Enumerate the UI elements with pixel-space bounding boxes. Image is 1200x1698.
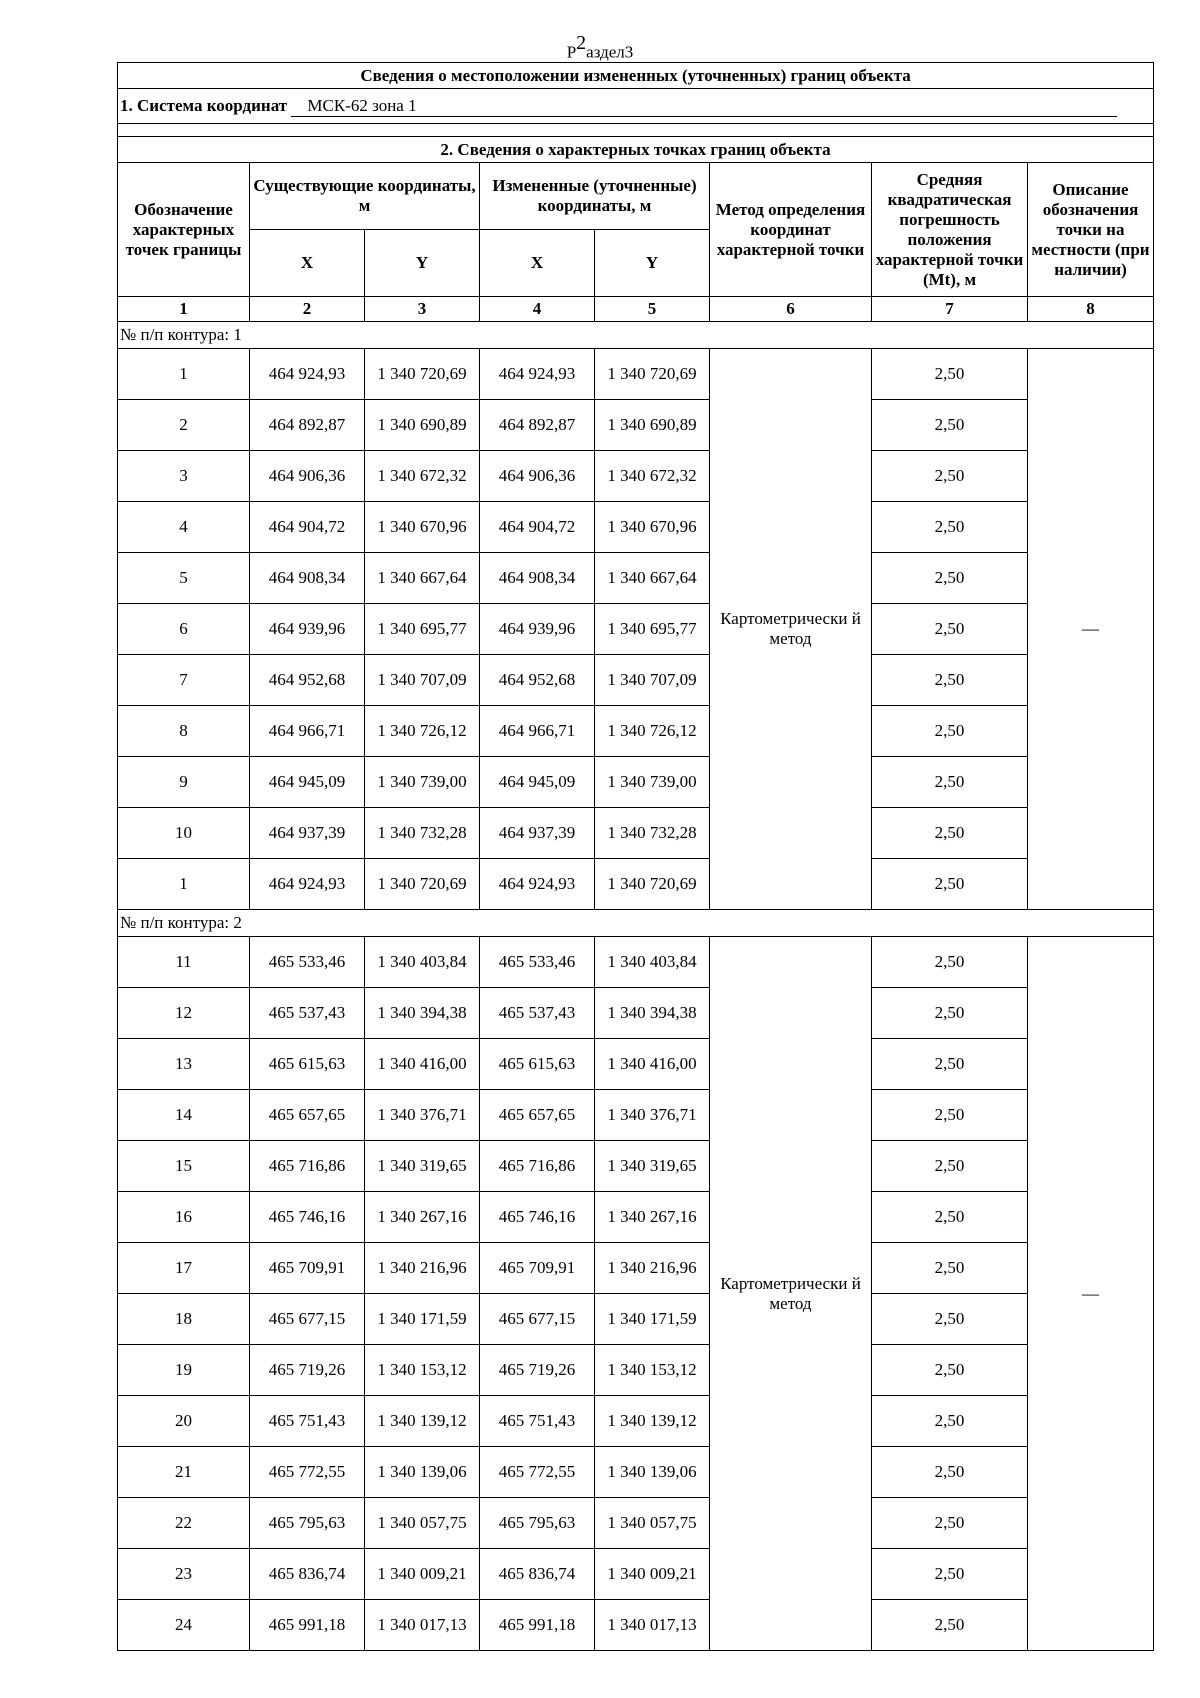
description-cell: — [1028, 349, 1154, 910]
table-row [118, 757, 1154, 808]
column-number: 5 [595, 297, 710, 322]
changed-x-cell: 465 615,63 [480, 1039, 595, 1090]
existing-y-cell: 1 340 017,13 [365, 1600, 480, 1651]
changed-x-cell: 465 751,43 [480, 1396, 595, 1447]
point-number-cell: 16 [118, 1192, 250, 1243]
changed-y-cell: 1 340 394,38 [595, 988, 710, 1039]
changed-x-cell: 464 945,09 [480, 757, 595, 808]
table-row [118, 451, 1154, 502]
table-row [118, 1243, 1154, 1294]
accuracy-cell: 2,50 [872, 1447, 1028, 1498]
changed-x-cell: 464 892,87 [480, 400, 595, 451]
point-number-cell: 22 [118, 1498, 250, 1549]
changed-y-cell: 1 340 139,06 [595, 1447, 710, 1498]
header-description: Описание обозначения точки на местности (при наличии) [1028, 163, 1154, 297]
existing-x-cell: 464 892,87 [250, 400, 365, 451]
existing-y-cell: 1 340 139,12 [365, 1396, 480, 1447]
point-number-cell: 1 [118, 349, 250, 400]
accuracy-cell: 2,50 [872, 988, 1028, 1039]
changed-x-cell: 464 906,36 [480, 451, 595, 502]
changed-y-cell: 1 340 057,75 [595, 1498, 710, 1549]
existing-y-cell: 1 340 695,77 [365, 604, 480, 655]
existing-y-cell: 1 340 376,71 [365, 1090, 480, 1141]
point-number-cell: 8 [118, 706, 250, 757]
method-cell: Картометрически й метод [710, 349, 872, 910]
accuracy-cell: 2,50 [872, 553, 1028, 604]
header-designation: Обозначение характерных точек границы [118, 163, 250, 297]
changed-y-cell: 1 340 667,64 [595, 553, 710, 604]
changed-x-cell: 464 924,93 [480, 349, 595, 400]
existing-x-cell: 465 537,43 [250, 988, 365, 1039]
changed-y-cell: 1 340 009,21 [595, 1549, 710, 1600]
column-number: 8 [1028, 297, 1154, 322]
changed-x-cell: 464 937,39 [480, 808, 595, 859]
existing-x-cell: 464 924,93 [250, 349, 365, 400]
header-changed-y: Y [595, 230, 710, 297]
changed-x-cell: 464 966,71 [480, 706, 595, 757]
changed-x-cell: 465 716,86 [480, 1141, 595, 1192]
point-number-cell: 3 [118, 451, 250, 502]
accuracy-cell: 2,50 [872, 1600, 1028, 1651]
contour-label: № п/п контура: 1 [118, 322, 1154, 349]
existing-y-cell: 1 340 672,32 [365, 451, 480, 502]
page-header-sup: 2 [576, 32, 587, 54]
changed-x-cell: 464 904,72 [480, 502, 595, 553]
accuracy-cell: 2,50 [872, 1243, 1028, 1294]
point-number-cell: 14 [118, 1090, 250, 1141]
existing-y-cell: 1 340 726,12 [365, 706, 480, 757]
changed-y-cell: 1 340 695,77 [595, 604, 710, 655]
changed-y-cell: 1 340 216,96 [595, 1243, 710, 1294]
changed-y-cell: 1 340 267,16 [595, 1192, 710, 1243]
accuracy-cell: 2,50 [872, 1039, 1028, 1090]
accuracy-cell: 2,50 [872, 349, 1028, 400]
changed-y-cell: 1 340 707,09 [595, 655, 710, 706]
existing-x-cell: 465 709,91 [250, 1243, 365, 1294]
existing-y-cell: 1 340 670,96 [365, 502, 480, 553]
existing-x-cell: 465 533,46 [250, 937, 365, 988]
point-number-cell: 18 [118, 1294, 250, 1345]
changed-x-cell: 465 533,46 [480, 937, 595, 988]
changed-x-cell: 464 939,96 [480, 604, 595, 655]
existing-x-cell: 464 966,71 [250, 706, 365, 757]
existing-x-cell: 464 945,09 [250, 757, 365, 808]
changed-y-cell: 1 340 726,12 [595, 706, 710, 757]
point-number-cell: 15 [118, 1141, 250, 1192]
changed-x-cell: 465 677,15 [480, 1294, 595, 1345]
changed-y-cell: 1 340 319,65 [595, 1141, 710, 1192]
changed-y-cell: 1 340 139,12 [595, 1396, 710, 1447]
table-row [118, 1396, 1154, 1447]
changed-y-cell: 1 340 670,96 [595, 502, 710, 553]
existing-y-cell: 1 340 057,75 [365, 1498, 480, 1549]
point-number-cell: 12 [118, 988, 250, 1039]
changed-x-cell: 465 746,16 [480, 1192, 595, 1243]
changed-x-cell: 465 537,43 [480, 988, 595, 1039]
point-number-cell: 21 [118, 1447, 250, 1498]
existing-y-cell: 1 340 416,00 [365, 1039, 480, 1090]
accuracy-cell: 2,50 [872, 1141, 1028, 1192]
contour-label: № п/п контура: 2 [118, 910, 1154, 937]
accuracy-cell: 2,50 [872, 937, 1028, 988]
changed-y-cell: 1 340 739,00 [595, 757, 710, 808]
point-number-cell: 13 [118, 1039, 250, 1090]
table-row [118, 706, 1154, 757]
table-row [118, 1600, 1154, 1651]
point-number-cell: 5 [118, 553, 250, 604]
existing-y-cell: 1 340 720,69 [365, 859, 480, 910]
boundary-points-table [117, 62, 1154, 1651]
header-changed: Измененные (уточненные) координаты, м [480, 163, 710, 230]
header-accuracy: Средняя квадратическая погрешность положения характерной точки (Mt), м [872, 163, 1028, 297]
changed-y-cell: 1 340 171,59 [595, 1294, 710, 1345]
existing-x-cell: 464 952,68 [250, 655, 365, 706]
header-existing: Существующие координаты, м [250, 163, 480, 230]
spacer-row [118, 124, 1154, 137]
coord-system-row [118, 89, 1154, 124]
point-number-cell: 9 [118, 757, 250, 808]
existing-y-cell: 1 340 690,89 [365, 400, 480, 451]
existing-y-cell: 1 340 153,12 [365, 1345, 480, 1396]
changed-x-cell: 464 952,68 [480, 655, 595, 706]
accuracy-cell: 2,50 [872, 1345, 1028, 1396]
changed-x-cell: 465 836,74 [480, 1549, 595, 1600]
existing-y-cell: 1 340 009,21 [365, 1549, 480, 1600]
header-method: Метод определения координат характерной точки [710, 163, 872, 297]
changed-y-cell: 1 340 416,00 [595, 1039, 710, 1090]
page-header-prefix: Р [566, 42, 577, 62]
existing-y-cell: 1 340 667,64 [365, 553, 480, 604]
changed-y-cell: 1 340 720,69 [595, 859, 710, 910]
page-header-suffix: аздел3 [586, 42, 634, 62]
existing-y-cell: 1 340 732,28 [365, 808, 480, 859]
table-row [118, 655, 1154, 706]
description-cell: — [1028, 937, 1154, 1651]
changed-y-cell: 1 340 403,84 [595, 937, 710, 988]
changed-x-cell: 464 924,93 [480, 859, 595, 910]
column-number: 6 [710, 297, 872, 322]
document-title: Сведения о местоположении измененных (уточненных) границ объекта [118, 63, 1154, 89]
column-number: 4 [480, 297, 595, 322]
existing-y-cell: 1 340 403,84 [365, 937, 480, 988]
existing-x-cell: 464 906,36 [250, 451, 365, 502]
changed-y-cell: 1 340 720,69 [595, 349, 710, 400]
existing-y-cell: 1 340 171,59 [365, 1294, 480, 1345]
changed-x-cell: 465 657,65 [480, 1090, 595, 1141]
changed-y-cell: 1 340 376,71 [595, 1090, 710, 1141]
point-number-cell: 10 [118, 808, 250, 859]
section2-title: 2. Сведения о характерных точках границ объекта [118, 137, 1154, 163]
existing-x-cell: 465 615,63 [250, 1039, 365, 1090]
existing-y-cell: 1 340 394,38 [365, 988, 480, 1039]
accuracy-cell: 2,50 [872, 400, 1028, 451]
method-cell: Картометрически й метод [710, 937, 872, 1651]
existing-x-cell: 465 746,16 [250, 1192, 365, 1243]
changed-x-cell: 464 908,34 [480, 553, 595, 604]
table-row [118, 1039, 1154, 1090]
column-number: 2 [250, 297, 365, 322]
table-row [118, 1141, 1154, 1192]
header-existing-y: Y [365, 230, 480, 297]
existing-y-cell: 1 340 267,16 [365, 1192, 480, 1243]
existing-x-cell: 465 719,26 [250, 1345, 365, 1396]
existing-x-cell: 465 836,74 [250, 1549, 365, 1600]
accuracy-cell: 2,50 [872, 1549, 1028, 1600]
changed-x-cell: 465 709,91 [480, 1243, 595, 1294]
point-number-cell: 20 [118, 1396, 250, 1447]
point-number-cell: 7 [118, 655, 250, 706]
point-number-cell: 2 [118, 400, 250, 451]
point-number-cell: 19 [118, 1345, 250, 1396]
table-row [118, 937, 1154, 988]
point-number-cell: 17 [118, 1243, 250, 1294]
table-row [118, 604, 1154, 655]
table-row [118, 502, 1154, 553]
header-changed-x: X [480, 230, 595, 297]
point-number-cell: 6 [118, 604, 250, 655]
column-number: 7 [872, 297, 1028, 322]
coord-system-label: 1. Система координат [120, 95, 288, 115]
table-row [118, 1447, 1154, 1498]
existing-x-cell: 465 657,65 [250, 1090, 365, 1141]
accuracy-cell: 2,50 [872, 655, 1028, 706]
header-existing-x: X [250, 230, 365, 297]
table-row [118, 400, 1154, 451]
existing-y-cell: 1 340 739,00 [365, 757, 480, 808]
table-row [118, 553, 1154, 604]
table-row [118, 1192, 1154, 1243]
table-row [118, 1090, 1154, 1141]
table-row [118, 1345, 1154, 1396]
existing-x-cell: 464 939,96 [250, 604, 365, 655]
accuracy-cell: 2,50 [872, 859, 1028, 910]
changed-x-cell: 465 719,26 [480, 1345, 595, 1396]
point-number-cell: 23 [118, 1549, 250, 1600]
accuracy-cell: 2,50 [872, 1192, 1028, 1243]
existing-y-cell: 1 340 720,69 [365, 349, 480, 400]
changed-y-cell: 1 340 672,32 [595, 451, 710, 502]
table-row [118, 808, 1154, 859]
accuracy-cell: 2,50 [872, 451, 1028, 502]
point-number-cell: 24 [118, 1600, 250, 1651]
table-row [118, 988, 1154, 1039]
existing-x-cell: 464 908,34 [250, 553, 365, 604]
point-number-cell: 4 [118, 502, 250, 553]
table-row [118, 859, 1154, 910]
existing-y-cell: 1 340 319,65 [365, 1141, 480, 1192]
accuracy-cell: 2,50 [872, 604, 1028, 655]
table-row [118, 349, 1154, 400]
column-number: 1 [118, 297, 250, 322]
table-row [118, 1294, 1154, 1345]
existing-x-cell: 465 716,86 [250, 1141, 365, 1192]
accuracy-cell: 2,50 [872, 1498, 1028, 1549]
changed-y-cell: 1 340 690,89 [595, 400, 710, 451]
page-header [0, 34, 1200, 63]
accuracy-cell: 2,50 [872, 808, 1028, 859]
existing-x-cell: 465 795,63 [250, 1498, 365, 1549]
changed-x-cell: 465 991,18 [480, 1600, 595, 1651]
table-row [118, 1549, 1154, 1600]
existing-x-cell: 464 904,72 [250, 502, 365, 553]
existing-y-cell: 1 340 216,96 [365, 1243, 480, 1294]
existing-x-cell: 465 772,55 [250, 1447, 365, 1498]
existing-x-cell: 465 991,18 [250, 1600, 365, 1651]
table-row [118, 1498, 1154, 1549]
existing-x-cell: 465 677,15 [250, 1294, 365, 1345]
accuracy-cell: 2,50 [872, 1090, 1028, 1141]
column-number: 3 [365, 297, 480, 322]
changed-y-cell: 1 340 732,28 [595, 808, 710, 859]
changed-y-cell: 1 340 153,12 [595, 1345, 710, 1396]
accuracy-cell: 2,50 [872, 1396, 1028, 1447]
accuracy-cell: 2,50 [872, 1294, 1028, 1345]
point-number-cell: 1 [118, 859, 250, 910]
existing-y-cell: 1 340 139,06 [365, 1447, 480, 1498]
point-number-cell: 11 [118, 937, 250, 988]
changed-x-cell: 465 795,63 [480, 1498, 595, 1549]
existing-y-cell: 1 340 707,09 [365, 655, 480, 706]
changed-x-cell: 465 772,55 [480, 1447, 595, 1498]
accuracy-cell: 2,50 [872, 502, 1028, 553]
accuracy-cell: 2,50 [872, 706, 1028, 757]
accuracy-cell: 2,50 [872, 757, 1028, 808]
existing-x-cell: 465 751,43 [250, 1396, 365, 1447]
existing-x-cell: 464 924,93 [250, 859, 365, 910]
coord-system-value: МСК-62 зона 1 [291, 96, 1117, 117]
changed-y-cell: 1 340 017,13 [595, 1600, 710, 1651]
existing-x-cell: 464 937,39 [250, 808, 365, 859]
